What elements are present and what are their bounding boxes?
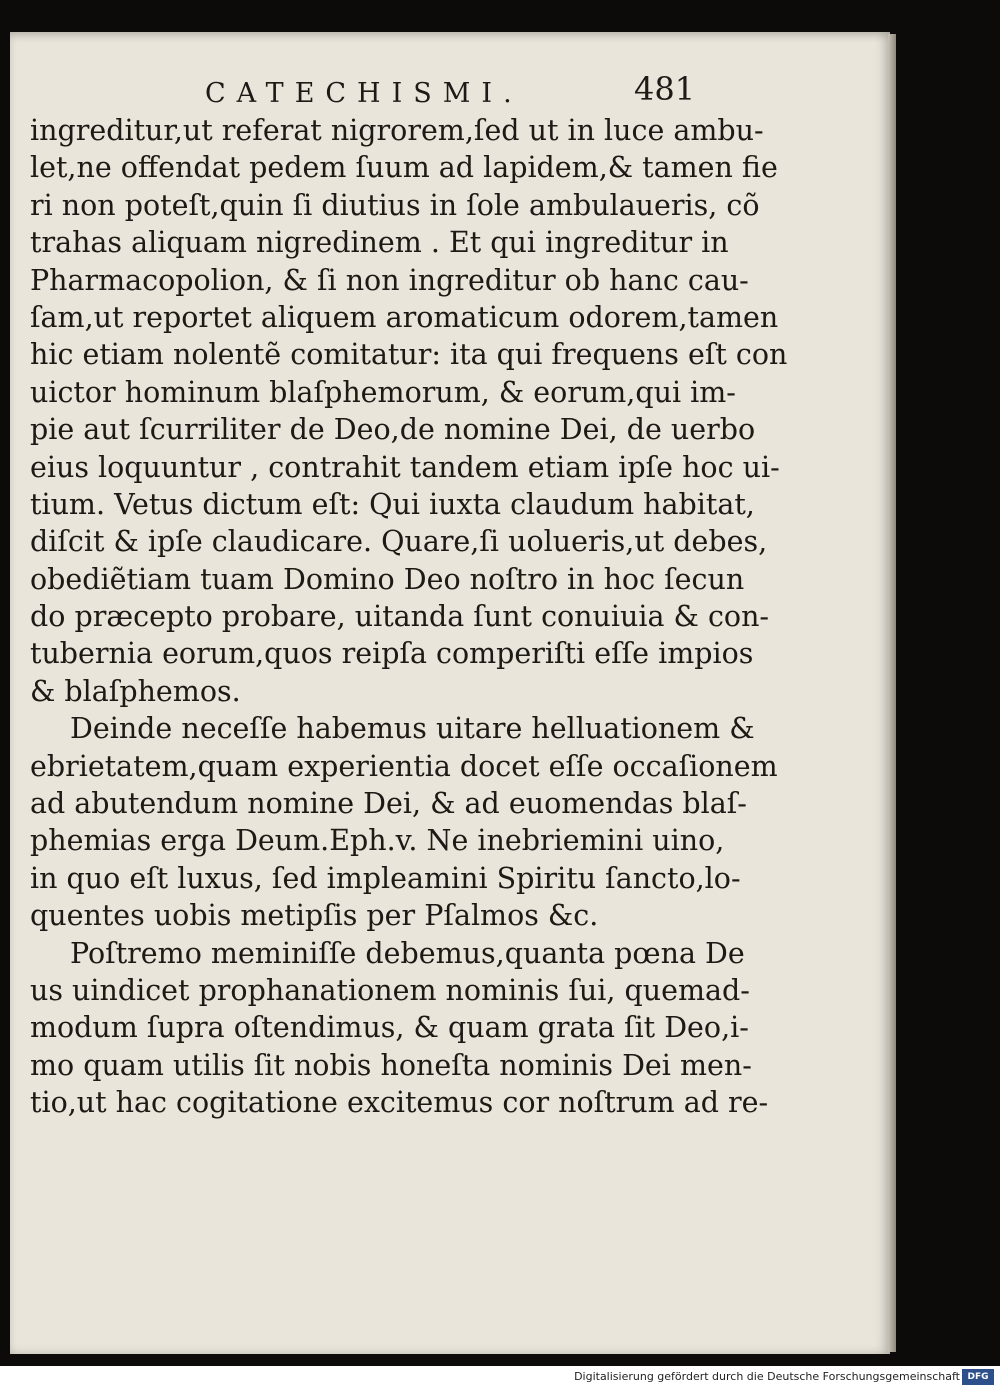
text-line: ebrietatem,quam experientia docet eſſe occaſionem — [30, 749, 778, 783]
text-line: tium. Vetus dictum eſt: Qui iuxta claudum habitat, — [30, 487, 755, 521]
text-line: Pharmacopolion, & ſi non ingreditur ob hanc cau- — [30, 263, 749, 297]
text-line: ſam,ut reportet aliquem aromaticum odorem,tamen — [30, 300, 779, 334]
funding-note: Digitalisierung gefördert durch die Deutsche Forschungsgemeinschaft — [574, 1370, 960, 1383]
paragraph-start-line: Deinde neceſſe habemus uitare helluationem & — [70, 712, 755, 746]
text-line: in quo eſt luxus, ſed impleamini Spiritu ſancto,lo- — [30, 861, 741, 895]
text-line: ad abutendum nomine Dei, & ad euomendas blaſ- — [30, 787, 747, 821]
text-line: ri non poteſt,quin ſi diutius in ſole ambulaueris, cõ — [30, 188, 760, 222]
text-line: do præcepto probare, uitanda ſunt conuiuia & con- — [30, 600, 770, 634]
text-line: let,ne offendat pedem ſuum ad lapidem,& tamen fie — [30, 151, 778, 185]
page-number: 481 — [634, 70, 696, 108]
text-line: us uindicet prophanationem nominis ſui, quemad- — [30, 973, 750, 1007]
text-line: mo quam utilis ſit nobis honeſta nominis Dei men- — [30, 1048, 752, 1082]
text-line: & blaſphemos. — [30, 674, 241, 708]
text-line: hic etiam nolentẽ comitatur: ita qui frequens eſt con — [30, 338, 788, 372]
dfg-logo: DFG — [962, 1369, 994, 1385]
text-line: trahas aliquam nigredinem . Et qui ingreditur in — [30, 226, 729, 260]
text-line: pie aut ſcurriliter de Deo,de nomine Dei, de uerbo — [30, 413, 756, 447]
text-line: ingreditur,ut referat nigrorem,ſed ut in luce ambu- — [30, 114, 764, 147]
text-line: eius loquuntur , contrahit tandem etiam ipſe hoc ui- — [30, 450, 780, 484]
text-line: phemias erga Deum.Eph.v. Ne inebriemini uino, — [30, 824, 725, 858]
page-edge — [888, 34, 896, 1352]
text-line: tubernia eorum,quos reipſa comperiſti eſſe impios — [30, 637, 754, 671]
text-line: diſcit & ipſe claudicare. Quare,ſi uolueris,ut debes, — [30, 525, 768, 559]
text-line: uictor hominum blaſphemorum, & eorum,qui im- — [30, 375, 736, 409]
body-text — [30, 112, 788, 1122]
paragraph-start-line: Poſtremo meminiſſe debemus,quanta pœna De — [70, 936, 745, 970]
text-line: modum ſupra oſtendimus, & quam grata ſit Deo,i- — [30, 1011, 749, 1045]
text-line: quentes uobis metipſis per Pſalmos &c. — [30, 899, 599, 933]
text-line: obediẽtiam tuam Domino Deo noſtro in hoc ſecun — [30, 562, 745, 596]
text-line: tio,ut hac cogitatione excitemus cor noſtrum ad re- — [30, 1086, 769, 1120]
running-head: CATECHISMI. — [205, 78, 523, 109]
